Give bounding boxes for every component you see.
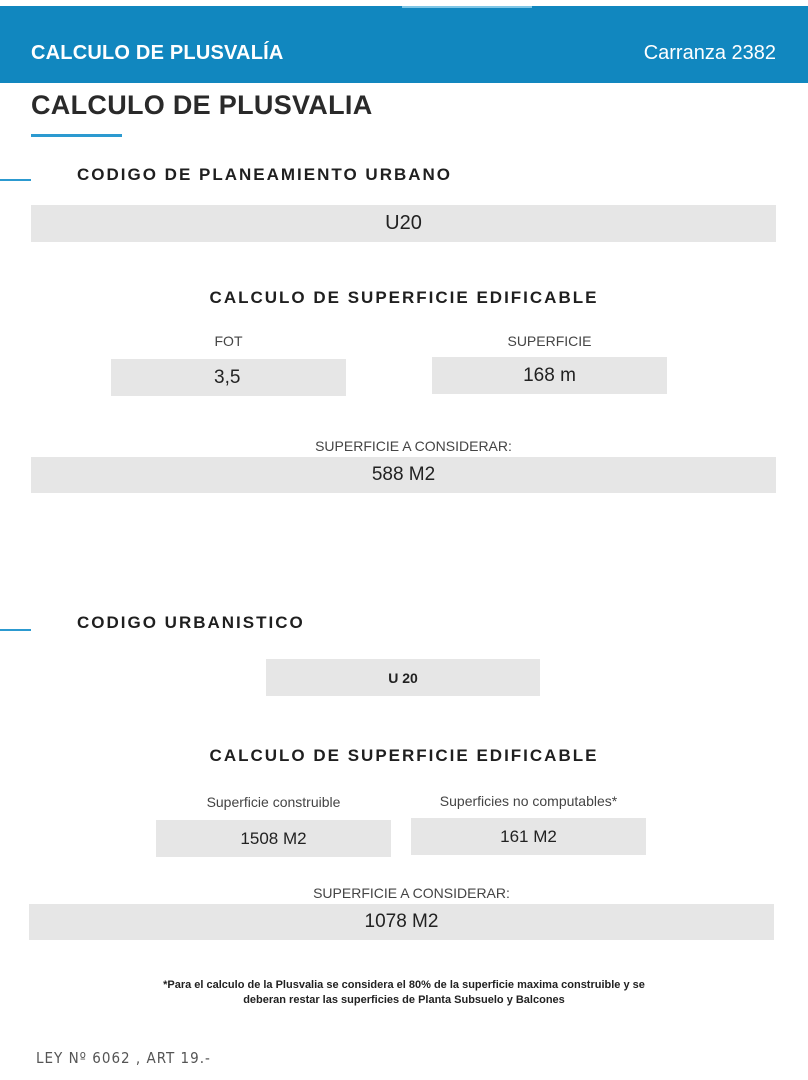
- no-computables-value-text: 161 M2: [500, 826, 557, 846]
- planeamiento-code-text: U20: [385, 212, 422, 234]
- superficie-value: [432, 357, 667, 394]
- law-reference: LEY Nº 6062 , ART 19.-: [36, 1049, 211, 1067]
- footnote-line-1: *Para el calculo de la Plusvalia se considera el 80% de la superficie maxima construible y se: [163, 979, 645, 991]
- subtitle-superficie-edificable-2: CALCULO DE SUPERFICIE EDIFICABLE: [209, 746, 599, 765]
- title-underline: [31, 134, 122, 137]
- considerar-label-1: SUPERFICIE A CONSIDERAR:: [315, 438, 512, 454]
- section-marker: [0, 179, 31, 181]
- superficie-value-text: 168 m: [523, 364, 576, 386]
- header-address: Carranza 2382: [643, 42, 776, 64]
- considerar-label-2: SUPERFICIE A CONSIDERAR:: [313, 885, 510, 901]
- fot-value: [111, 359, 346, 396]
- superficie-label: SUPERFICIE: [507, 333, 592, 349]
- page-title: CALCULO DE PLUSVALIA: [31, 90, 373, 120]
- planeamiento-code-value: [31, 205, 776, 242]
- header-accent-line: [402, 6, 532, 8]
- section-title-urbanistico: CODIGO URBANISTICO: [77, 613, 305, 632]
- subtitle-superficie-edificable-1: CALCULO DE SUPERFICIE EDIFICABLE: [209, 288, 599, 307]
- construible-value: [156, 820, 391, 857]
- footnote-line-2: deberan restar las superficies de Planta Subsuelo y Balcones: [243, 994, 565, 1006]
- considerar-value-1: [31, 457, 776, 493]
- considerar-value-2: [29, 904, 774, 940]
- considerar-value-2-text: 1078 M2: [364, 911, 439, 932]
- footnote: [0, 978, 808, 1008]
- urbanistico-code-text: U 20: [388, 669, 418, 686]
- considerar-value-1-text: 588 M2: [371, 464, 436, 485]
- fot-value-text: 3,5: [214, 366, 241, 388]
- section-marker: [0, 629, 31, 631]
- fot-label: FOT: [214, 333, 243, 349]
- header-title: CALCULO DE PLUSVALÍA: [31, 42, 284, 64]
- construible-label: Superficie construible: [206, 794, 341, 810]
- no-computables-label: Superficies no computables*: [439, 793, 618, 809]
- construible-value-text: 1508 M2: [240, 828, 307, 848]
- section-title-planeamiento: CODIGO DE PLANEAMIENTO URBANO: [77, 165, 453, 184]
- urbanistico-code-value: [266, 659, 540, 696]
- no-computables-value: [411, 818, 646, 855]
